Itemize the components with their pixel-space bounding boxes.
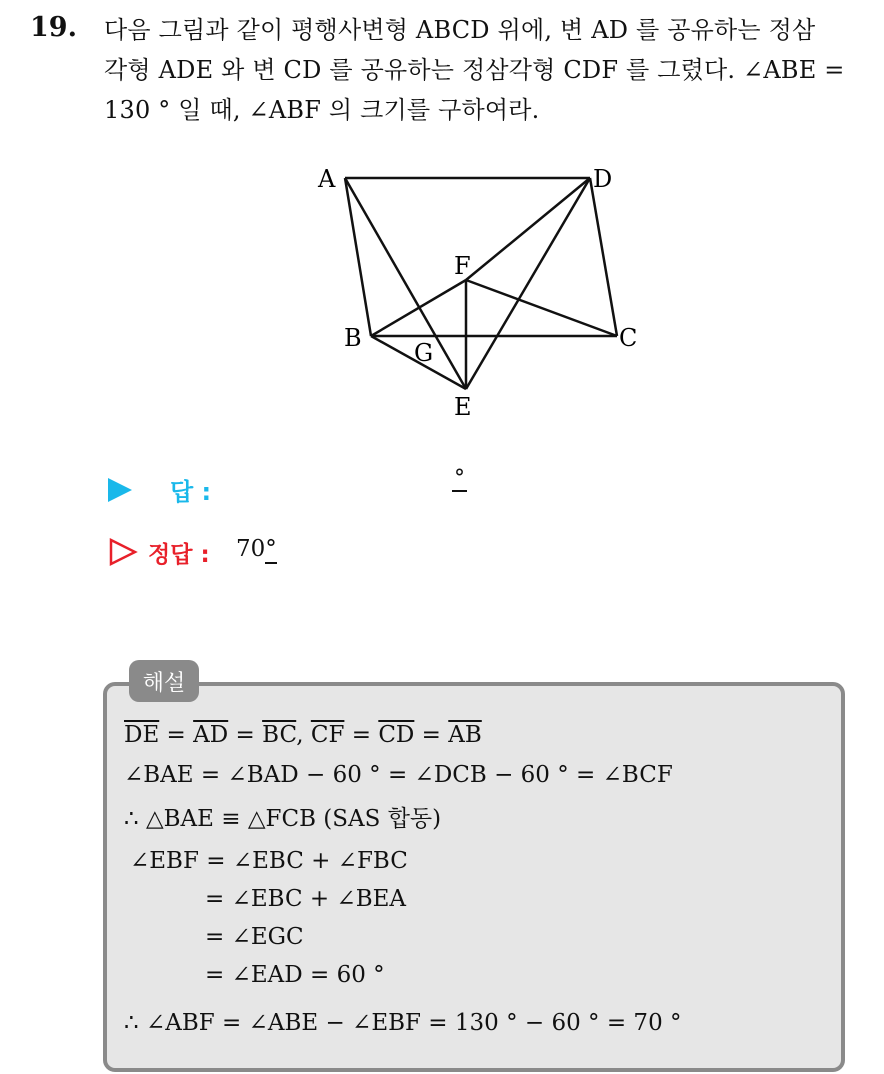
play-icon (108, 478, 132, 502)
segment-DE-overline: $\overline{DE}$ (124, 722, 160, 748)
question-line-2: 각형 ADE 와 변 CD 를 공유하는 정삼각형 CDF 를 그렸다. ∠ABE = (104, 56, 845, 84)
question-text (104, 10, 864, 130)
question-line-3: 130 ° 일 때, ∠ABF 의 크기를 구하여라. (104, 96, 540, 124)
correct-answer-label: 정답 : (148, 542, 210, 568)
segment-BF (371, 280, 466, 336)
segment-DF (466, 178, 590, 280)
segment-DE (466, 178, 590, 389)
question-line-1: 다음 그림과 같이 평행사변형 ABCD 위에, 변 AD 를 공유하는 정삼 (104, 16, 816, 44)
equals-sign: = (344, 722, 379, 748)
segment-CF-overline: $\overline{CF}$ (310, 722, 345, 748)
answer-row (108, 466, 708, 510)
equals-sign: = (159, 722, 194, 748)
correct-answer-row (108, 532, 708, 572)
comma-separator: , (296, 722, 311, 748)
segment-FC (466, 280, 617, 336)
solution-tag: 해설 (129, 660, 199, 702)
solution-line-4: ∠EBF = ∠EBC + ∠FBC (130, 848, 408, 874)
solution-line-2: ∠BAE = ∠BAD − 60 ° = ∠DCB − 60 ° = ∠BCF (124, 762, 673, 788)
correct-answer-number: 70 (236, 536, 266, 562)
segment-BC-overline: $\overline{BC}$ (262, 722, 297, 748)
point-label-D: D (593, 165, 613, 193)
answer-unit-field[interactable]: ° (454, 466, 465, 491)
solution-line-6: = ∠EGC (205, 924, 304, 950)
answer-label: 답 : (170, 478, 212, 506)
point-label-E: E (454, 393, 472, 421)
equals-sign: = (414, 722, 449, 748)
geometry-diagram (300, 150, 660, 430)
solution-line-5: = ∠EBC + ∠BEA (205, 886, 407, 912)
solution-line-3: ∴ △BAE ≡ △FCB (SAS 합동) (124, 806, 442, 832)
point-label-C: C (619, 324, 638, 352)
question-number: 19. (30, 12, 77, 43)
correct-answer-unit: ° (265, 536, 277, 562)
point-label-A: A (318, 165, 336, 193)
point-label-F: F (454, 252, 471, 280)
point-label-G: G (414, 339, 434, 367)
point-label-B: B (344, 324, 362, 352)
segment-AD-overline: $\overline{AD}$ (193, 722, 229, 748)
geometry-figure (300, 150, 660, 430)
equals-sign: = (228, 722, 263, 748)
segment-AB-overline: $\overline{AB}$ (448, 722, 482, 748)
solution-line-7: = ∠EAD = 60 ° (205, 962, 385, 988)
solution-line-8: ∴ ∠ABF = ∠ABE − ∠EBF = 130 ° − 60 ° = 70 ° (124, 1010, 682, 1036)
segment-CD-overline: $\overline{CD}$ (378, 722, 415, 748)
correct-answer-value (236, 536, 277, 562)
segment-DC (590, 178, 617, 336)
outline-play-icon (108, 537, 138, 567)
solution-line-1 (124, 722, 482, 748)
